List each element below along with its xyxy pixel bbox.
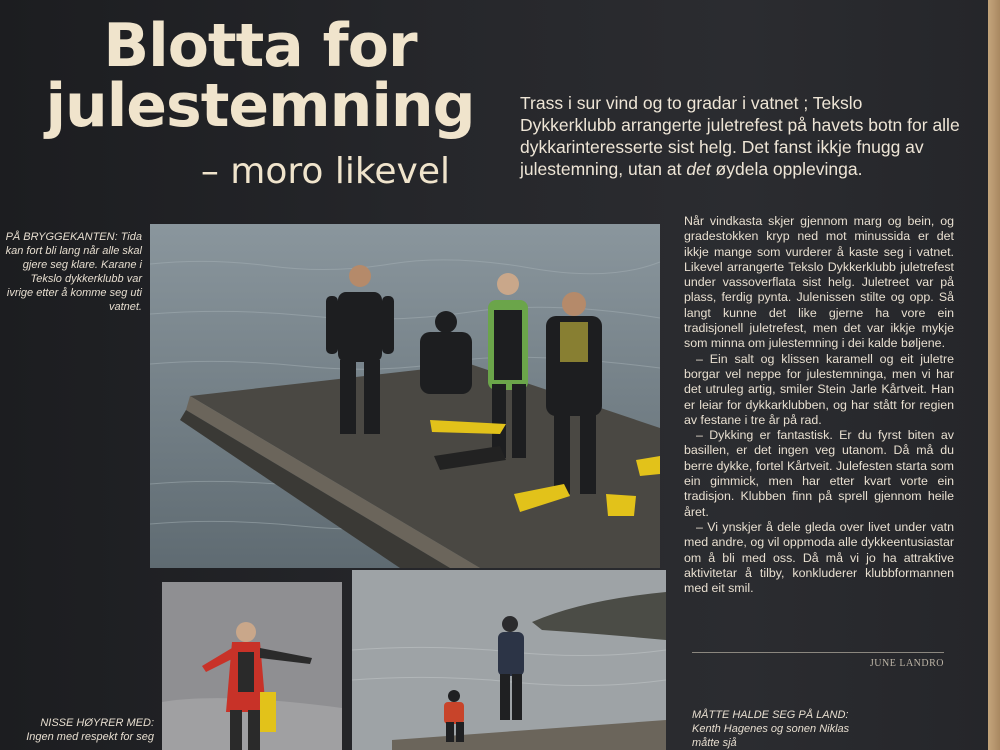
byline-divider — [692, 652, 944, 653]
photo-santa-diver-image — [162, 582, 342, 750]
body-paragraph: – Vi ynskjer å dele gleda over livet under vatn med andre, og vil oppmoda alle dykkeentusiastar om å bli med oss. Då må vi jo ha attraktive aktivitetar å tilby, konkluderer klubbformannen med eit smil. — [684, 519, 954, 596]
byline: JUNE LANDRO — [869, 658, 944, 669]
photo-divers-on-pier — [150, 224, 660, 568]
photo-father-son-image — [352, 570, 666, 750]
lede-part-2: øydela opplevinga. — [710, 159, 863, 179]
headline-subtitle: – moro likevel — [200, 151, 450, 192]
body-paragraph: Når vindkasta skjer gjennom marg og bein, og gradestokken kryp ned mot minussida er det ikkje mange som vurderer å kaste seg i vatnet. Likevel arrangerte Tekslo Dykkerklubb juletrefest under vassoverflata sist helg. Juletreet var på plass, ferdig pynta. Julenissen stilte og opp. Så langt kunne det like gjerne ha vore ein tradisjonell juletrefest, men det var ikkje mykje som minna om julestemning i dei kalde bøljene. — [684, 214, 954, 351]
caption-land-photo — [692, 708, 862, 750]
caption-top-head: PÅ BRYGGEKANTEN: — [5, 231, 118, 243]
caption-top-text: Tida kan fort bli lang når alle skal gjere seg klare. Karane i Tekslo dykkerklubb var ivrige etter å komme seg uti vatnet. — [5, 231, 142, 313]
photo-divers-on-pier-image — [150, 224, 660, 568]
caption-santa-text: Ingen med respekt for seg — [26, 731, 154, 743]
photo-santa-diver — [162, 582, 342, 750]
lede-emphasis: det — [686, 159, 711, 179]
body-paragraph: – Ein salt og klissen karamell og eit juletre borgar vel neppe for julestemninga, men vi har det utruleg artig, smiler Stein Jarle Kårtveit. Han er leiar for dykkarklubben, og har stått for regien av festane i tre år på rad. — [684, 351, 954, 427]
headline-line-1: Blotta for — [103, 11, 417, 81]
caption-land-head: MÅTTE HALDE SEG PÅ LAND: — [692, 709, 849, 721]
caption-santa-photo — [14, 716, 154, 744]
caption-santa-head: NISSE HØYRER MED: — [40, 717, 154, 729]
lede-part-1: Trass i sur vind og to gradar i vatnet ; Tekslo Dykkerklubb arrangerte juletrefest på havets botn for alle dykkarinteresserte sist helg. Det fanst ikkje fnugg av julestemning, utan at — [520, 93, 960, 179]
caption-top-photo — [2, 230, 142, 314]
headline-title — [40, 11, 480, 141]
lede-paragraph — [520, 92, 960, 180]
article-body — [684, 214, 954, 596]
caption-land-text: Kenth Hagenes og sonen Niklas måtte sjå — [692, 723, 850, 749]
page-edge — [988, 0, 1000, 750]
headline-line-2: julestemning — [45, 71, 475, 141]
photo-father-son-on-land — [352, 570, 666, 750]
body-paragraph: – Dykking er fantastisk. Er du fyrst biten av basillen, er det ingen veg utanom. Då må du berre dykke, fortel Kårtveit. Julefesten starta som ein gimmick, men har etter kvart vorte ein tradisjon. Klubben finn på sprell gjennom heile året. — [684, 428, 954, 519]
